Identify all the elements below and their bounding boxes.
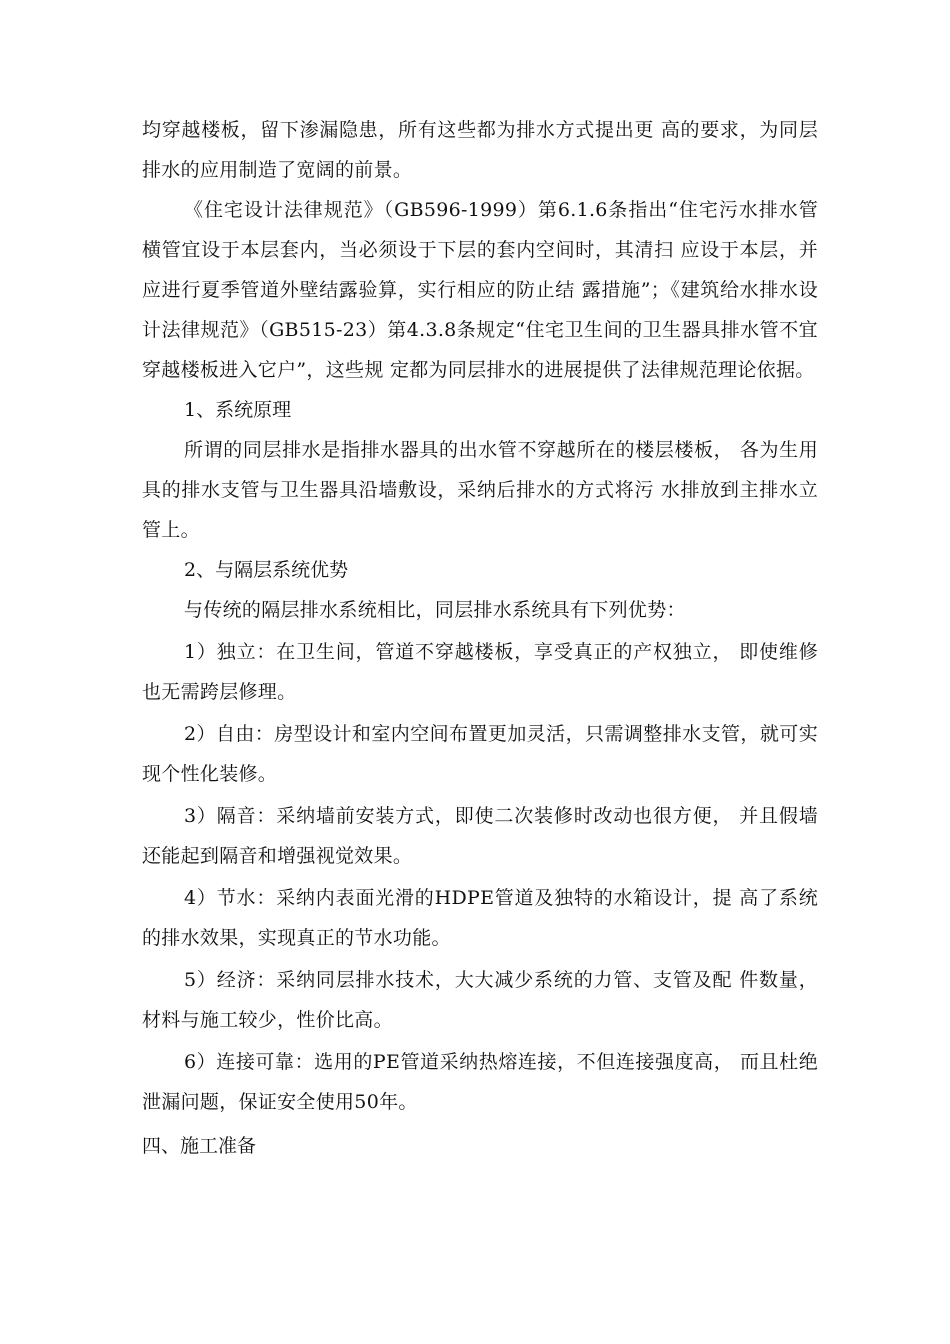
section-heading-construction-prep: 四、施工准备 xyxy=(142,1135,257,1157)
paragraph-regulations: 《住宅设计法律规范》（GB596-1999）第6.1.6条指出“住宅污水排水管横管宜设于本层套内，当必须设于下层的套内空间时，其清扫 应设于本层，并应进行夏季管道外壁结露验算，实行相应的防止结 露措施”；《建筑给水排水设计法律规范》（GB515-23）第4.3.8条规定“住宅卫生间的卫生器具排水管不宜穿越楼板进入它户”，这些规 定都为同层排水的进展提供了法律规范理论依据。 xyxy=(142,199,818,381)
list-item-water-saving: 4）节水：采纳内表面光滑的HDPE管道及独特的水箱设计，提 高了系统的排水效果，实现真正的节水功能。 xyxy=(142,887,818,949)
paragraph-system-principle: 所谓的同层排水是指排水器具的出水管不穿越所在的楼层楼板， 各为生用具的排水支管与卫生器具沿墙敷设，采纳后排水的方式将污 水排放到主排水立管上。 xyxy=(142,439,818,541)
list-item-soundproof: 3）隔音：采纳墙前安装方式，即使二次装修时改动也很方便， 并且假墙还能起到隔音和增强视觉效果。 xyxy=(142,805,818,867)
paragraph-advantages-intro: 与传统的隔层排水系统相比，同层排水系统具有下列优势： xyxy=(184,599,686,621)
list-item-economy: 5）经济：采纳同层排水技术，大大减少系统的力管、支管及配 件数量，材料与施工较少，性价比高。 xyxy=(142,969,818,1031)
section-heading-system-principle: 1、系统原理 xyxy=(184,399,292,421)
section-heading-advantages: 2、与隔层系统优势 xyxy=(184,559,349,581)
list-item-independent: 1）独立：在卫生间，管道不穿越楼板，享受真正的产权独立， 即使维修也无需跨层修理。 xyxy=(142,641,818,703)
document-body xyxy=(142,110,818,1166)
paragraph-intro-continued: 均穿越楼板，留下渗漏隐患，所有这些都为排水方式提出更 高的要求，为同层排水的应用制造了宽阔的前景。 xyxy=(142,119,818,181)
list-item-freedom: 2）自由：房型设计和室内空间布置更加灵活，只需调整排水支管，就可实现个性化装修。 xyxy=(142,723,818,785)
list-item-reliable-connection: 6）连接可靠：选用的PE管道采纳热熔连接，不但连接强度高， 而且杜绝泄漏问题，保证安全使用50年。 xyxy=(142,1051,818,1113)
